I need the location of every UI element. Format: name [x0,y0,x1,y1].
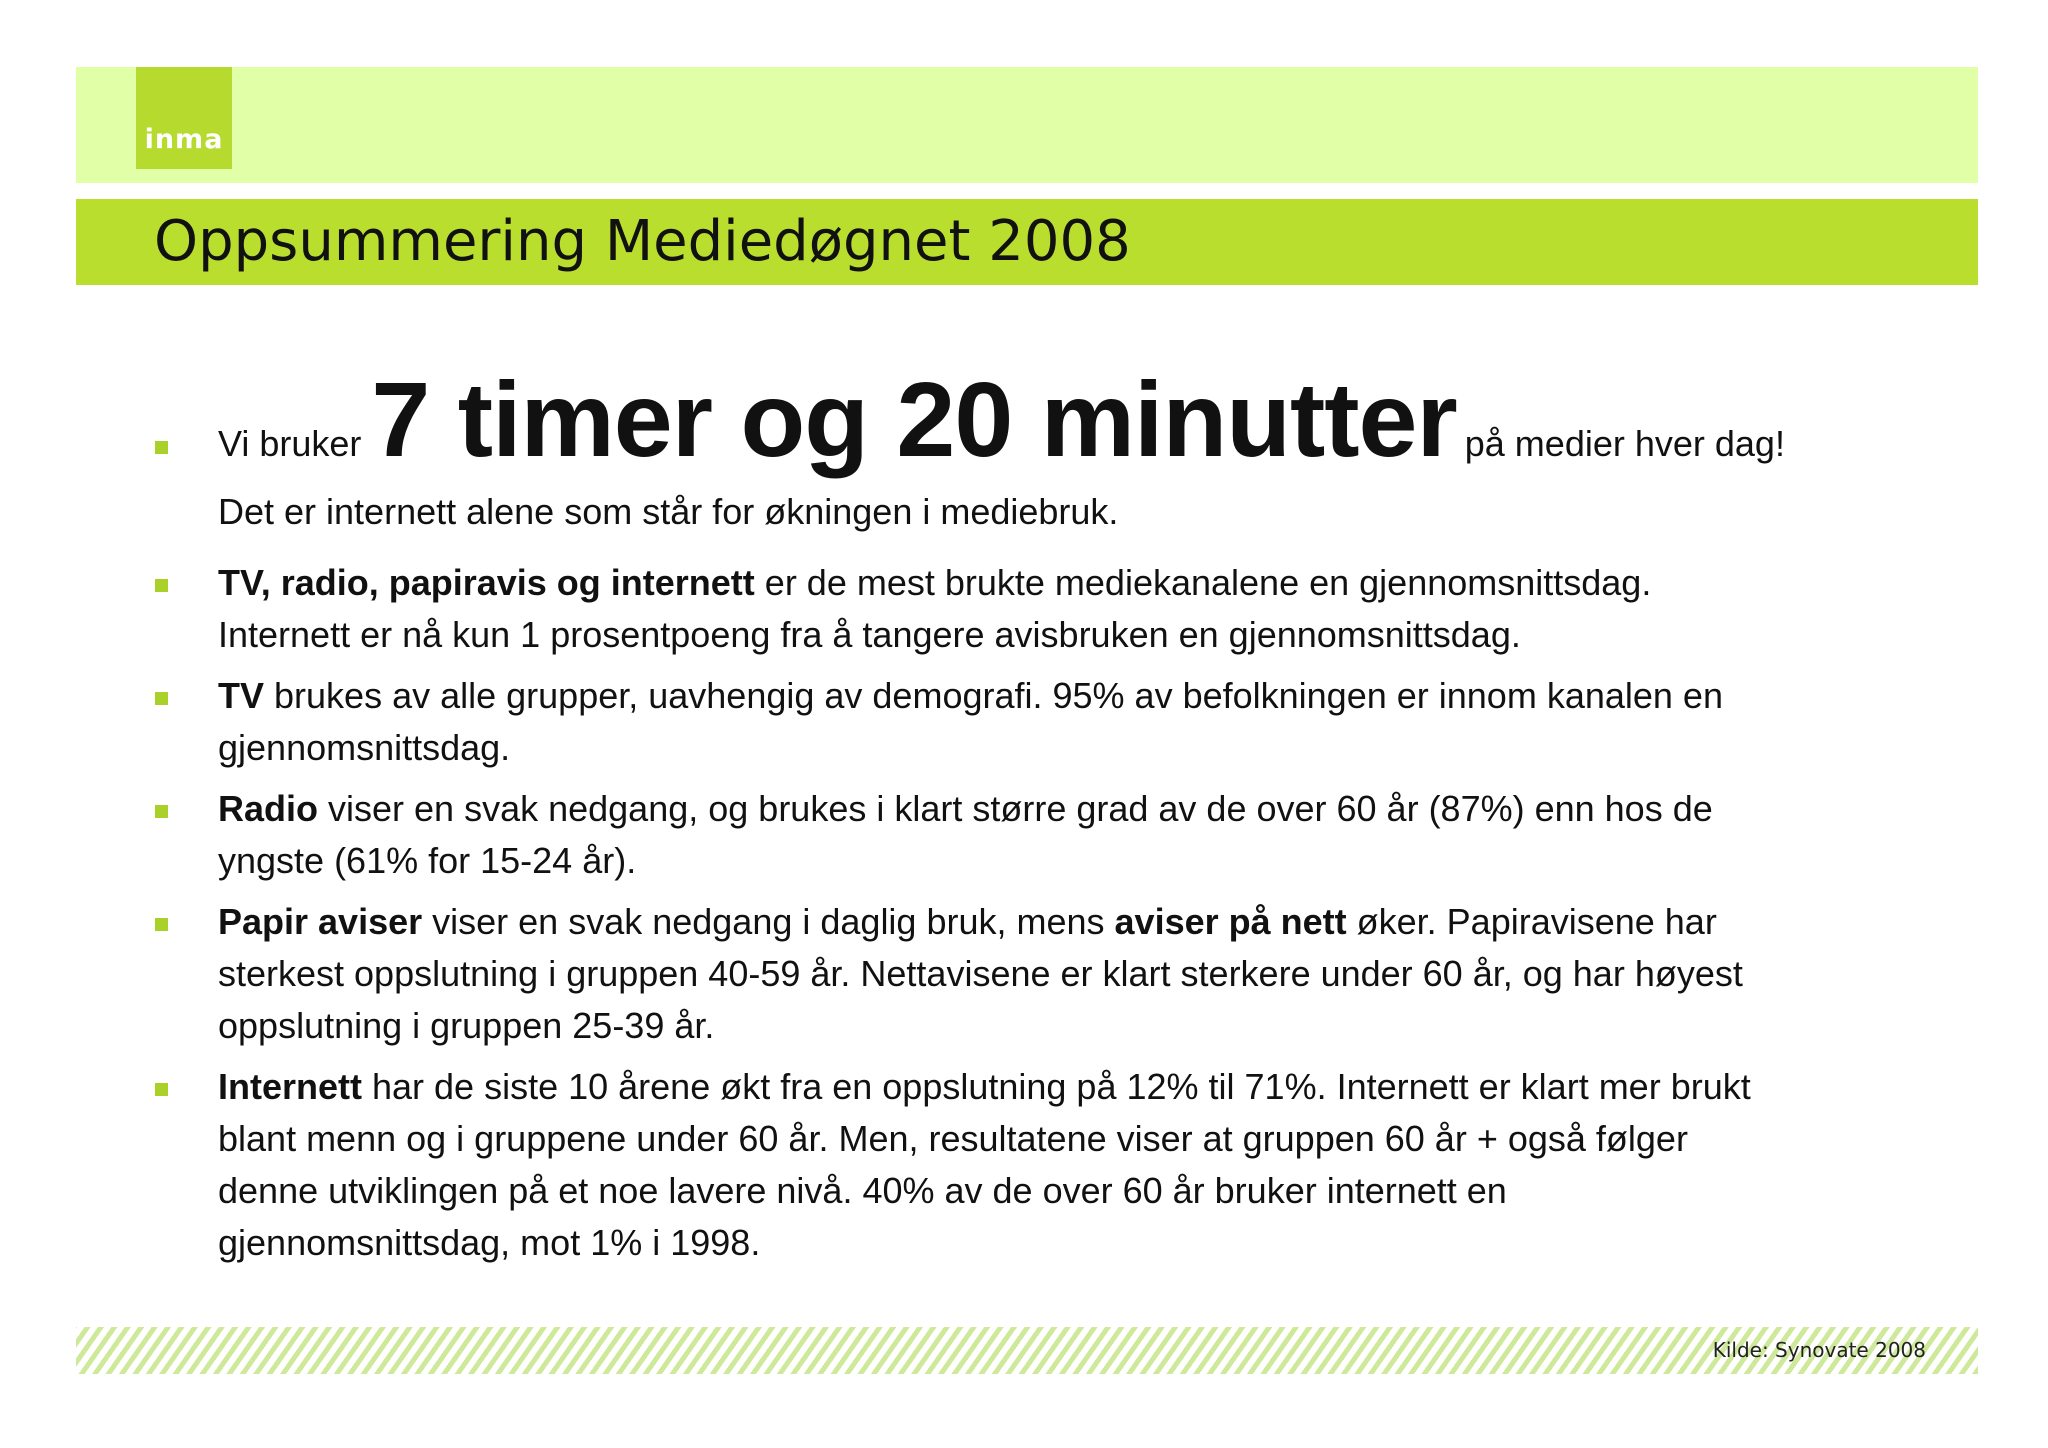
headline-lead: Vi bruker [218,423,362,464]
bullet-keyword: Internett [218,1066,362,1107]
bullet-text: er de mest brukte mediekanalene en gjennomsnittsdag. [754,562,1652,603]
bullet-keyword: TV [218,675,265,716]
bullet-line: denne utviklingen på et noe lavere nivå. 40% av de over 60 år bruker internett en [218,1170,1507,1211]
bullet-line [218,670,1898,722]
bullet-text: har de siste 10 årene økt fra en oppslutning på 12% til 71%. Internett er klart mer brukt [362,1066,1751,1107]
headline-subtext: Det er internett alene som står for økningen i mediebruk. [218,491,1119,532]
footer-stripes [76,1327,1978,1374]
list-item [218,896,1898,1052]
bullet-line: gjennomsnittsdag. [218,727,511,768]
bullet-keyword: Papir aviser [218,901,423,942]
list-item [218,670,1898,774]
bullet-line [218,896,1898,948]
bullet-line [218,783,1898,835]
headline-line [218,358,1898,482]
list-item [218,783,1898,887]
bullet-line [218,557,1898,609]
bullet-line: oppslutning i gruppen 25-39 år. [218,1005,715,1046]
bullet-text: brukes av alle grupper, uavhengig av demografi. 95% av befolkningen er innom kanalen en [264,675,1723,716]
logo-text: inma [144,124,224,155]
bullet-square-icon [155,805,168,818]
bullet-keyword: TV, radio, papiravis og internett [218,562,755,603]
headline-tail: på medier hver dag! [1464,423,1785,464]
bullet-line [218,1061,1898,1113]
bullet-keyword: aviser på nett [1114,901,1347,942]
list-item [218,358,1898,538]
bullet-text: øker. Papiravisene har [1346,901,1717,942]
bullet-square-icon [155,579,168,592]
bullet-text: viser en svak nedgang i daglig bruk, mens [422,901,1115,942]
bullet-text: viser en svak nedgang, og brukes i klart større grad av de over 60 år (87%) enn hos de [318,788,1713,829]
page-title: Oppsummering Mediedøgnet 2008 [154,209,1131,274]
bullet-square-icon [155,692,168,705]
bullet-line: blant menn og i gruppene under 60 år. Men, resultatene viser at gruppen 60 år + også følger [218,1118,1688,1159]
bullet-square-icon [155,918,168,931]
list-item [218,1061,1898,1269]
source-credit: Kilde: Synovate 2008 [1712,1338,1926,1362]
bullet-line: Internett er nå kun 1 prosentpoeng fra å tangere avisbruken en gjennomsnittsdag. [218,614,1521,655]
bullet-line: sterkest oppslutning i gruppen 40-59 år. Nettavisene er klart sterkere under 60 år, og har høyest [218,953,1743,994]
bullet-line: gjennomsnittsdag, mot 1% i 1998. [218,1222,761,1263]
bullet-line: yngste (61% for 15-24 år). [218,840,637,881]
list-item [218,557,1898,661]
bullet-square-icon [155,441,168,454]
bullet-square-icon [155,1083,168,1096]
bullet-keyword: Radio [218,788,319,829]
headline-highlight: 7 timer og 20 minutter [371,361,1457,479]
